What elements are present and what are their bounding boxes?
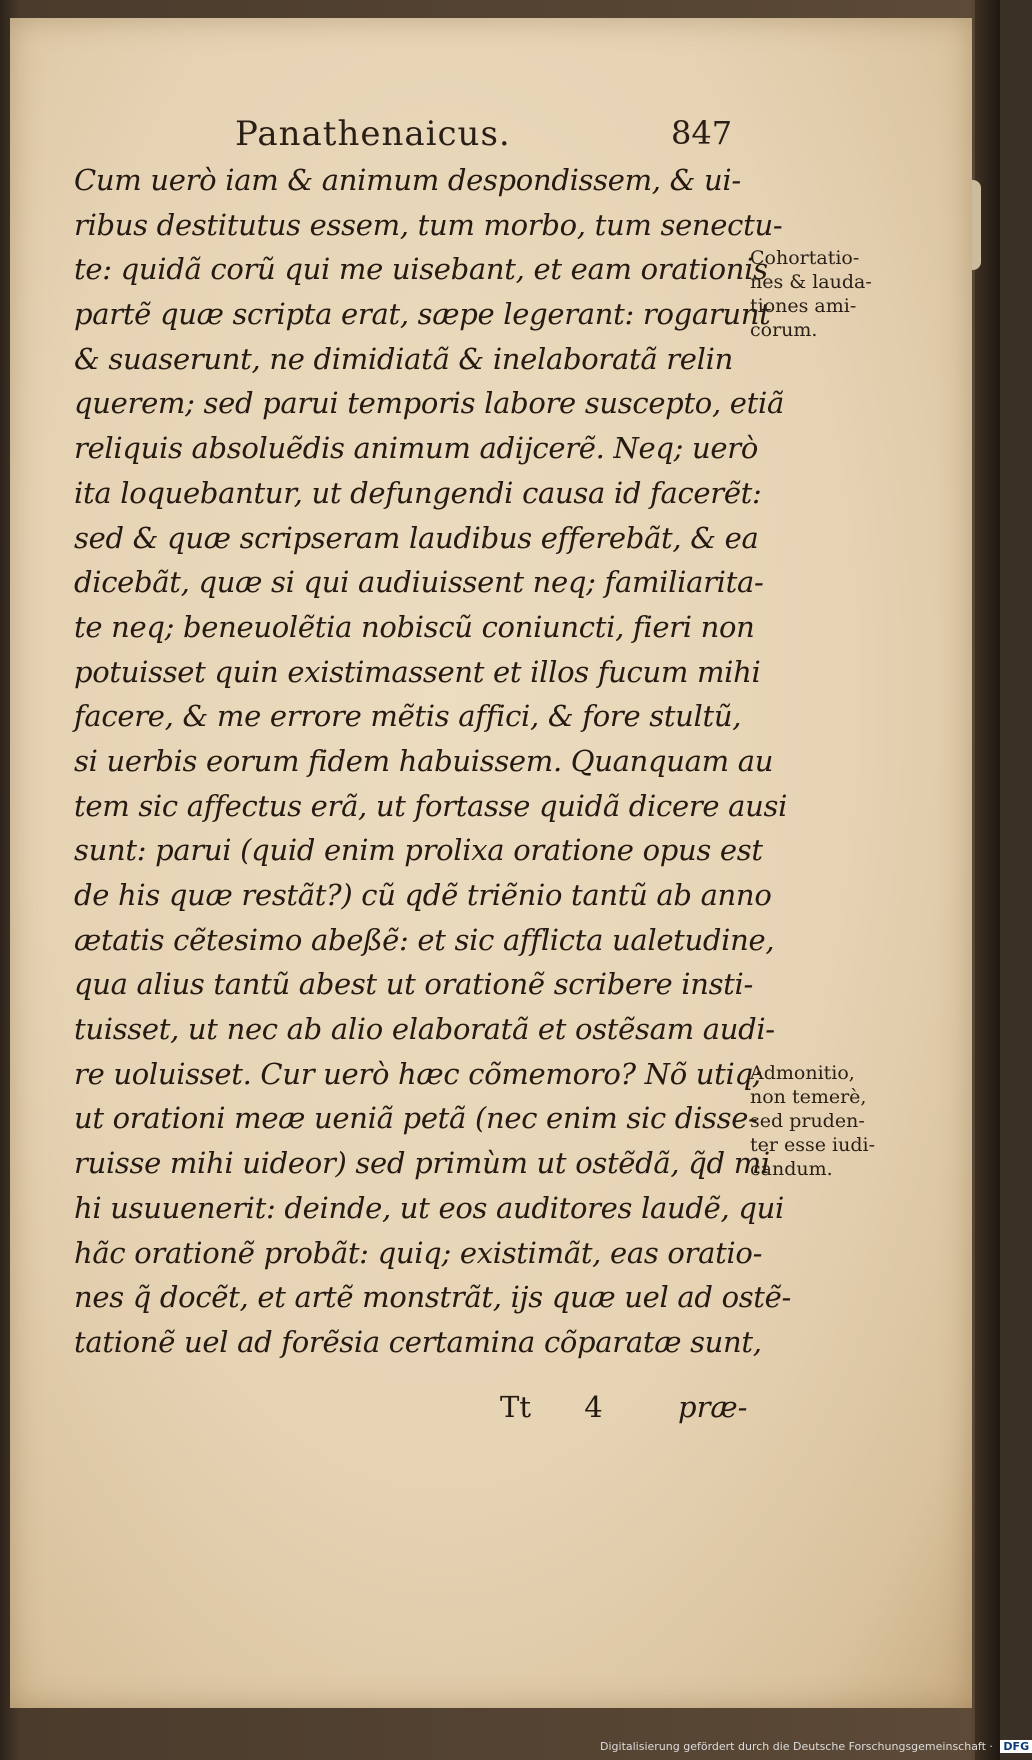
text-line: hãc orationẽ probãt: quiq; existimãt, eas oratio- [74,1235,763,1270]
text-line: si uerbis eorum fidem habuissem. Quanquam au [74,743,774,778]
signature-mark [500,1390,603,1424]
credit-text: Digitalisierung gefördert durch die Deutsche Forschungsgemeinschaft · [600,1740,993,1753]
marginal-note [750,1061,940,1181]
text-line: facere, & me errore mẽtis affici, & fore stultũ, [74,699,742,734]
marginal-note-line: Admonitio, [750,1062,855,1084]
text-line: hi usuuenerit: deinde, ut eos auditores laudẽ, qui [74,1190,784,1225]
marginal-note-line: sed pruden- [750,1110,865,1132]
text-line: ruisse mihi uideor) sed primùm ut ostẽdã, q̃d mi [74,1146,770,1181]
marginal-note-line: ter esse iudi- [750,1134,876,1156]
text-line: de his quæ restãt?) cũ qdẽ triẽnio tantũ ab anno [74,878,772,912]
text-line: potuisset quin existimassent et illos fucum mihi [74,654,761,689]
signature-number: 4 [584,1390,603,1424]
book-page [10,18,972,1708]
text-line: & suaserunt, ne dimidiatã & inelaboratã relin [74,341,733,376]
text-line: tem sic affectus erã, ut fortasse quidã dicere ausi [74,788,788,823]
text-line: ribus destitutus essem, tum morbo, tum senectu- [74,207,783,242]
text-line: ætatis cẽtesimo abeßẽ: et sic afflicta ualetudine, [74,922,775,957]
text-line: qua alius tantũ abest ut orationẽ scribere insti- [74,967,754,1002]
catchword: præ- [678,1390,748,1424]
text-line: sunt: parui (quid enim prolixa oratione opus est [74,833,763,868]
text-line: nes q̃ docẽt, et artẽ monstrãt, ijs quæ uel ad ostẽ- [74,1280,792,1315]
page-number: 847 [671,114,733,152]
marginal-note-line: corum. [750,319,818,341]
text-line: querem; sed parui temporis labore suscepto, etiã [74,386,784,421]
signature-letters: Tt [500,1390,531,1424]
text-line: reliquis absoluẽdis animum adijcerẽ. Neq; uerò [74,431,759,466]
text-line: re uoluisset. Cur uerò hæc cõmemoro? Nõ utiq; [74,1056,763,1091]
text-line: te neq; beneuolẽtia nobiscũ coniuncti, fieri non [74,609,755,644]
marginal-note-line: tiones ami- [750,295,857,317]
text-line: sed & quæ scripseram laudibus efferebãt, & ea [74,520,759,555]
digitization-credit [600,1740,1030,1753]
marginal-note-line: non temerè, [750,1086,867,1108]
running-title: Panathenaicus. [235,114,511,154]
text-line: tuisset, ut nec ab alio elaboratã et ostẽsam audi- [74,1012,775,1047]
marginal-note-line: Cohortatio- [750,247,860,269]
text-line: tationẽ uel ad forẽsia certamina cõparatæ sunt, [74,1324,762,1359]
text-line: te: quidã corũ qui me uisebant, et eam orationis [74,252,768,287]
dfg-logo: DFG [1000,1740,1032,1753]
text-line: partẽ quæ scripta erat, sæpe legerant: rogarunt [74,297,771,332]
marginal-note-line: candum. [750,1158,833,1180]
marginal-note-line: nes & lauda- [750,271,872,293]
text-line: ita loquebantur, ut defungendi causa id facerẽt: [74,475,762,510]
text-line: ut orationi meæ ueniã petã (nec enim sic disse- [74,1101,758,1136]
text-line: Cum uerò iam & animum despondissem, & ui- [74,163,741,197]
text-line: dicebãt, quæ si qui audiuissent neq; familiarita- [74,565,764,600]
marginal-note [750,246,940,342]
